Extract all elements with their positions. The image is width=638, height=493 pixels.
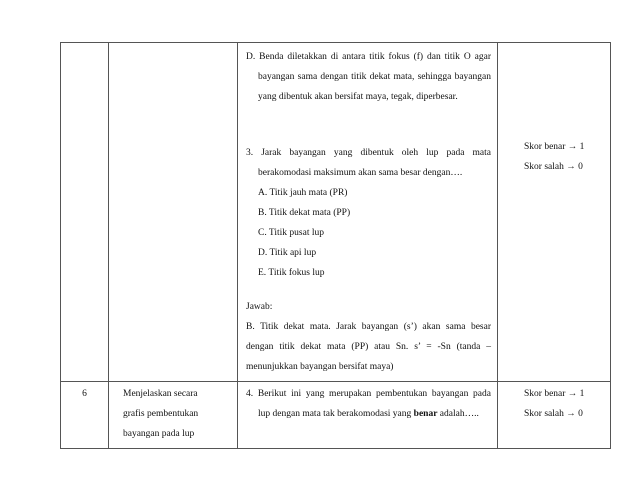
answer-line-1: B. Titik dekat mata. Jarak bayangan (s’) akan sama besar — [246, 322, 491, 332]
answer-line-3: menunjukkan bayangan bersifat maya) — [246, 362, 394, 372]
indicator-cell — [109, 43, 238, 382]
option-b: B. Titik dekat mata (PP) — [258, 208, 351, 218]
option-d-line-1: D. Benda diletakkan di antara titik fokus (f) dan titik O agar — [246, 52, 491, 62]
score-correct: Skor benar → 1 — [524, 142, 585, 152]
number-cell — [61, 43, 109, 382]
question-4-bold-word: benar — [413, 409, 438, 419]
table-row — [61, 43, 611, 382]
question-cell — [238, 43, 498, 382]
answer-label: Jawab: — [246, 302, 273, 312]
score-cell — [498, 382, 611, 449]
question-4-text-b: adalah….. — [437, 409, 479, 419]
question-4-line-1: 4. Berikut ini yang merupakan pembentukan bayangan pada — [246, 389, 491, 399]
question-4-line-2 — [246, 404, 491, 424]
question-3-line-2: berakomodasi maksimum akan sama besar dengan…. — [258, 168, 463, 178]
table-row — [61, 382, 611, 449]
indicator-line-3: bayangan pada lup — [123, 429, 195, 439]
score-wrong: Skor salah → 0 — [524, 162, 583, 172]
option-d-line-3: yang dibentuk akan bersifat maya, tegak, diperbesar. — [258, 92, 458, 102]
question-3-line-1: 3. Jarak bayangan yang dibentuk oleh lup pada mata — [246, 148, 491, 158]
rubric-table — [60, 42, 611, 449]
indicator-cell — [109, 382, 238, 449]
option-a: A. Titik jauh mata (PR) — [258, 188, 348, 198]
answer-line-2: dengan titik dekat mata (PP) atau Sn. s’ = -Sn (tanda – — [246, 342, 491, 352]
indicator-line-1: Menjelaskan secara — [123, 389, 198, 399]
option-e: E. Titik fokus lup — [258, 268, 325, 278]
option-d: D. Titik api lup — [258, 248, 317, 258]
number-cell — [61, 382, 109, 449]
score-correct: Skor benar → 1 — [524, 389, 585, 399]
row-number: 6 — [82, 389, 87, 399]
option-c: C. Titik pusat lup — [258, 228, 324, 238]
score-wrong: Skor salah → 0 — [524, 409, 583, 419]
question-4-text-a: lup dengan mata tak berakomodasi yang — [258, 409, 414, 419]
question-cell — [238, 382, 498, 449]
option-d-line-2: bayangan sama dengan titik dekat mata, sehingga bayangan — [258, 72, 491, 82]
score-cell — [498, 43, 611, 382]
indicator-line-2: grafis pembentukan — [123, 409, 199, 419]
